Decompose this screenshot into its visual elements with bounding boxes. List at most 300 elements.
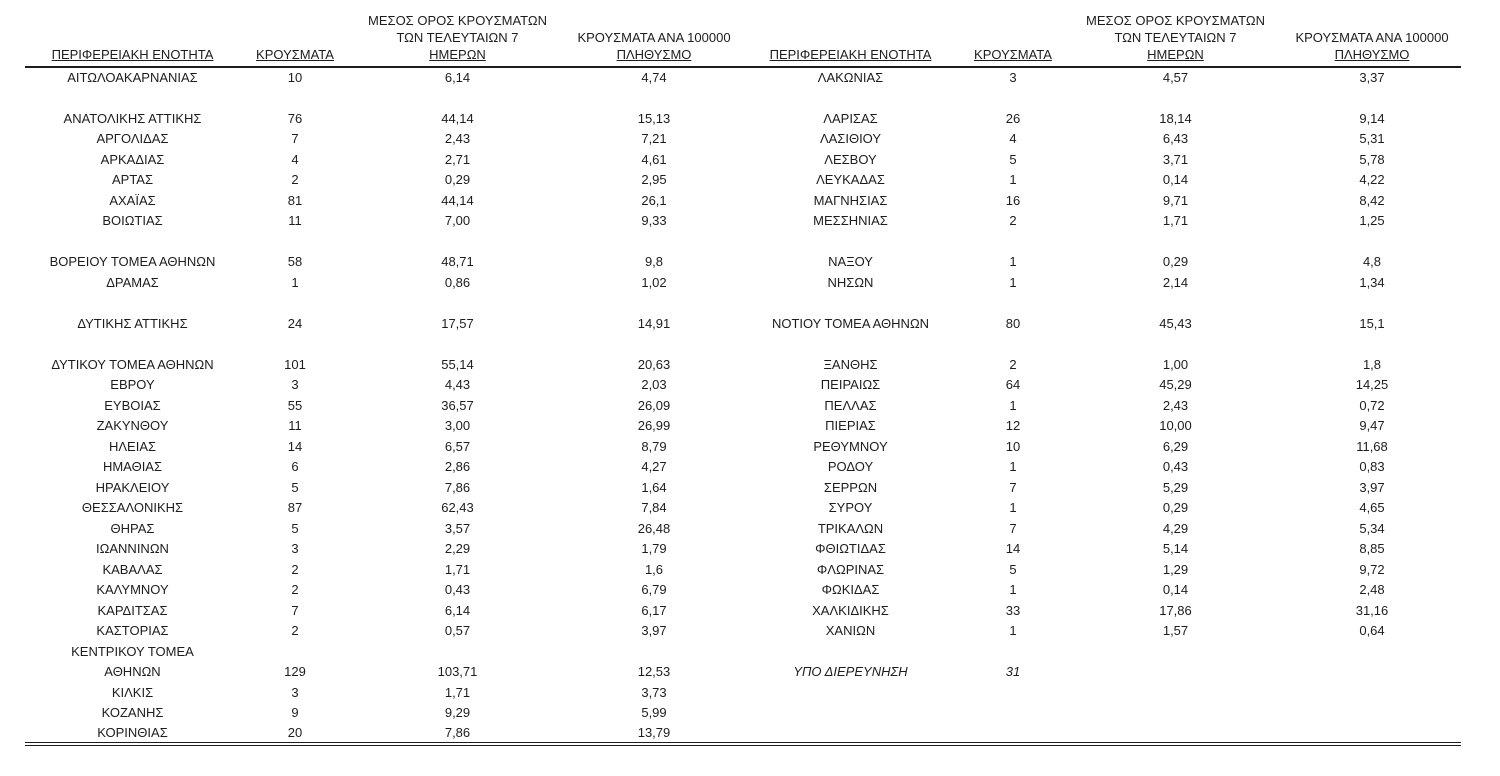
region-name-cell: ΤΡΙΚΑΛΩΝ <box>817 520 884 536</box>
header-cases-label: ΚΡΟΥΣΜΑΤΑ <box>256 47 334 62</box>
cases-cell: 4 <box>1009 131 1017 147</box>
per100k-cell: 20,63 <box>637 356 671 372</box>
table-row <box>25 129 1461 150</box>
avg7-cell: 1,71 <box>444 561 471 577</box>
region-name-cell: ΑΘΗΝΩΝ <box>104 664 161 680</box>
table-row <box>25 723 1461 744</box>
avg7-cell <box>1068 682 1283 703</box>
region-name-cell <box>743 641 958 662</box>
region-name-cell: ΘΕΣΣΑΛΟΝΙΚΗΣ <box>81 500 184 516</box>
cases-cell: 2 <box>1009 213 1017 229</box>
blank-row <box>25 88 1461 109</box>
cases-cell <box>240 334 350 355</box>
cases-cell: 5 <box>291 479 299 495</box>
table-row <box>25 580 1461 601</box>
header-per100k-line1: ΚΡΟΥΣΜΑΤΑ ΑΝΑ 100000 <box>577 30 731 45</box>
cases-cell: 1 <box>1009 500 1017 516</box>
cases-cell: 55 <box>287 397 303 413</box>
cases-cell: 1 <box>1009 172 1017 188</box>
cases-cell <box>958 723 1068 744</box>
region-name-cell: ΔΡΑΜΑΣ <box>106 274 159 290</box>
avg7-cell: 18,14 <box>1159 110 1192 126</box>
cases-cell: 3 <box>291 541 299 557</box>
cases-cell: 2 <box>291 172 299 188</box>
cases-cell: 10 <box>1005 438 1021 454</box>
avg7-cell <box>1068 723 1283 744</box>
region-name-cell: ΚΟΖΑΝΗΣ <box>101 705 164 721</box>
region-name-cell <box>743 334 958 355</box>
header-region-left <box>25 8 240 67</box>
header-region-right <box>743 8 958 67</box>
per100k-cell: 8,42 <box>1359 192 1385 208</box>
per100k-cell: 1,64 <box>641 479 667 495</box>
cases-cell: 5 <box>1009 561 1017 577</box>
avg7-cell <box>350 334 565 355</box>
avg7-cell: 0,43 <box>1162 459 1189 475</box>
region-name-cell: ΚΑΒΑΛΑΣ <box>102 561 163 577</box>
region-name-cell: ΦΛΩΡΙΝΑΣ <box>816 561 885 577</box>
per100k-cell: 9,14 <box>1359 110 1385 126</box>
table-row <box>25 395 1461 416</box>
avg7-cell: 1,00 <box>1162 356 1189 372</box>
per100k-cell: 6,79 <box>641 582 667 598</box>
cases-cell: 24 <box>287 315 303 331</box>
header-avg7-right <box>1068 8 1283 67</box>
avg7-cell <box>1068 293 1283 314</box>
header-per100k-line1: ΚΡΟΥΣΜΑΤΑ ΑΝΑ 100000 <box>1295 30 1449 45</box>
avg7-cell <box>1068 641 1283 662</box>
cases-cell: 7 <box>1009 520 1017 536</box>
avg7-cell: 103,71 <box>437 664 478 680</box>
per100k-cell: 0,72 <box>1359 397 1385 413</box>
region-name-cell: ΔΥΤΙΚΟΥ ΤΟΜΕΑ ΑΘΗΝΩΝ <box>51 356 214 372</box>
per100k-cell: 8,79 <box>641 438 667 454</box>
cases-cell: 9 <box>291 705 299 721</box>
avg7-cell: 62,43 <box>441 500 474 516</box>
cases-cell: 10 <box>287 70 303 86</box>
per100k-cell: 3,97 <box>1359 479 1385 495</box>
cases-cell: 11 <box>288 213 302 229</box>
region-name-cell: ΝΑΞΟΥ <box>828 254 873 270</box>
header-avg7-line3: ΗΜΕΡΩΝ <box>1147 47 1204 62</box>
cases-cell: 1 <box>1009 623 1017 639</box>
cases-cell: 7 <box>291 602 299 618</box>
region-name-cell: ΛΑΣΙΘΙΟΥ <box>819 131 882 147</box>
header-avg7-line2: ΤΩΝ ΤΕΛΕΥΤΑΙΩΝ 7 <box>396 30 519 45</box>
cases-cell: 64 <box>1005 377 1021 393</box>
region-name-cell: ΣΕΡΡΩΝ <box>823 479 878 495</box>
table-row <box>25 416 1461 437</box>
avg7-cell: 0,14 <box>1162 172 1189 188</box>
region-name-cell: ΚΙΛΚΙΣ <box>111 684 154 700</box>
table-row <box>25 313 1461 334</box>
table-row <box>25 559 1461 580</box>
avg7-cell: 4,43 <box>444 377 471 393</box>
table-row <box>25 498 1461 519</box>
avg7-cell: 7,00 <box>444 213 471 229</box>
avg7-cell: 7,86 <box>444 724 471 740</box>
avg7-cell <box>350 88 565 109</box>
region-name-cell: ΑΡΓΟΛΙΔΑΣ <box>96 131 169 147</box>
region-name-cell: ΥΠΟ ΔΙΕΡΕΥΝΗΣΗ <box>793 664 908 680</box>
region-name-cell: ΦΘΙΩΤΙΔΑΣ <box>815 541 886 557</box>
table-row <box>25 149 1461 170</box>
avg7-cell <box>350 231 565 252</box>
region-name-cell: ΛΑΚΩΝΙΑΣ <box>817 70 884 86</box>
cases-cell: 26 <box>1005 110 1021 126</box>
avg7-cell <box>1068 662 1283 683</box>
avg7-cell: 0,14 <box>1162 582 1189 598</box>
per100k-cell: 4,27 <box>641 459 667 475</box>
per100k-cell <box>1283 662 1461 683</box>
avg7-cell: 0,57 <box>444 623 471 639</box>
avg7-cell: 4,57 <box>1162 70 1189 86</box>
header-avg7-line1: ΜΕΣΟΣ ΟΡΟΣ ΚΡΟΥΣΜΑΤΩΝ <box>1086 13 1265 28</box>
per100k-cell: 5,78 <box>1359 151 1385 167</box>
per100k-cell: 5,99 <box>641 705 667 721</box>
region-name-cell <box>743 88 958 109</box>
cases-cell: 1 <box>1009 254 1017 270</box>
avg7-cell: 0,29 <box>1162 500 1189 516</box>
cases-cell <box>240 231 350 252</box>
per100k-cell: 4,8 <box>1362 254 1382 270</box>
region-name-cell: ΑΝΑΤΟΛΙΚΗΣ ΑΤΤΙΚΗΣ <box>63 110 202 126</box>
cases-cell: 16 <box>1005 192 1021 208</box>
avg7-cell: 6,14 <box>444 70 471 86</box>
per100k-cell: 0,83 <box>1359 459 1385 475</box>
region-name-cell: ΚΟΡΙΝΘΙΑΣ <box>97 724 168 740</box>
table-row <box>25 272 1461 293</box>
avg7-cell <box>1068 88 1283 109</box>
cases-cell <box>958 88 1068 109</box>
table-row <box>25 518 1461 539</box>
cases-cell <box>958 682 1068 703</box>
cases-cell: 4 <box>291 151 299 167</box>
table-row <box>25 67 1461 88</box>
cases-cell: 2 <box>291 582 299 598</box>
per100k-cell: 7,84 <box>641 500 667 516</box>
avg7-cell: 6,29 <box>1162 438 1189 454</box>
avg7-cell: 2,43 <box>444 131 471 147</box>
per100k-cell: 12,53 <box>637 664 671 680</box>
avg7-cell: 17,86 <box>1159 602 1192 618</box>
region-name-cell: ΛΕΥΚΑΔΑΣ <box>816 172 885 188</box>
region-name-cell: ΔΥΤΙΚΗΣ ΑΤΤΙΚΗΣ <box>77 315 188 331</box>
cases-cell: 3 <box>1009 70 1017 86</box>
per100k-cell: 1,25 <box>1359 213 1385 229</box>
per100k-cell: 14,25 <box>1355 377 1389 393</box>
region-name-cell: ΧΑΛΚΙΔΙΚΗΣ <box>812 602 889 618</box>
region-name-cell: ΗΛΕΙΑΣ <box>108 438 157 454</box>
table-row-under-investigation <box>25 662 1461 683</box>
header-per100k-line2: ΠΛΗΘΥΣΜΟ <box>1334 47 1410 62</box>
table-row <box>25 477 1461 498</box>
per100k-cell: 1,02 <box>641 274 667 290</box>
per100k-cell: 4,65 <box>1359 500 1385 516</box>
per100k-cell: 1,34 <box>1359 274 1385 290</box>
per100k-cell: 5,34 <box>1359 520 1385 536</box>
avg7-cell: 1,71 <box>444 684 471 700</box>
cases-cell: 3 <box>291 377 299 393</box>
region-name-cell <box>25 334 240 355</box>
avg7-cell: 2,43 <box>1162 397 1189 413</box>
cases-cell: 2 <box>291 561 299 577</box>
avg7-cell: 48,71 <box>441 254 474 270</box>
table-row <box>25 457 1461 478</box>
cases-cell: 58 <box>287 254 303 270</box>
region-name-cell <box>743 703 958 724</box>
per100k-cell: 9,47 <box>1359 418 1385 434</box>
header-region-label: ΠΕΡΙΦΕΡΕΙΑΚΗ ΕΝΟΤΗΤΑ <box>51 47 214 62</box>
header-avg7-line3: ΗΜΕΡΩΝ <box>429 47 486 62</box>
cases-table <box>25 8 1461 746</box>
per100k-cell: 15,13 <box>637 110 671 126</box>
avg7-cell: 1,29 <box>1162 561 1189 577</box>
table-row <box>25 170 1461 191</box>
region-name-cell <box>25 293 240 314</box>
region-name-cell: ΞΑΝΘΗΣ <box>823 356 878 372</box>
per100k-cell <box>1283 293 1461 314</box>
per100k-cell <box>565 641 743 662</box>
table-row <box>25 600 1461 621</box>
avg7-cell <box>350 293 565 314</box>
cases-cell: 1 <box>1009 397 1017 413</box>
avg7-cell: 0,43 <box>444 582 471 598</box>
avg7-cell: 2,86 <box>444 459 471 475</box>
region-name-cell: ΖΑΚΥΝΘΟΥ <box>96 418 169 434</box>
region-name-cell: ΘΗΡΑΣ <box>110 520 155 536</box>
cases-cell: 81 <box>287 192 303 208</box>
avg7-cell: 5,29 <box>1162 479 1189 495</box>
table-row <box>25 703 1461 724</box>
per100k-cell: 13,79 <box>637 724 671 740</box>
header-avg7-line2: ΤΩΝ ΤΕΛΕΥΤΑΙΩΝ 7 <box>1114 30 1237 45</box>
region-name-cell: ΦΩΚΙΔΑΣ <box>821 582 880 598</box>
region-name-cell <box>743 723 958 744</box>
per100k-cell: 3,73 <box>641 684 667 700</box>
cases-cell: 101 <box>284 356 306 372</box>
header-per100k-line2: ΠΛΗΘΥΣΜΟ <box>616 47 692 62</box>
table-row <box>25 682 1461 703</box>
avg7-cell: 2,29 <box>444 541 471 557</box>
table-row <box>25 252 1461 273</box>
region-name-cell: ΜΕΣΣΗΝΙΑΣ <box>813 213 888 229</box>
header-cases-left <box>240 8 350 67</box>
per100k-cell: 2,95 <box>641 172 667 188</box>
cases-cell: 7 <box>1009 479 1017 495</box>
region-name-cell: ΝΟΤΙΟΥ ΤΟΜΕΑ ΑΘΗΝΩΝ <box>771 315 930 331</box>
per100k-cell: 1,6 <box>644 561 664 577</box>
per100k-cell: 26,09 <box>637 397 671 413</box>
header-avg7-left <box>350 8 565 67</box>
region-name-cell: ΕΒΡΟΥ <box>110 377 155 393</box>
region-name-cell <box>25 231 240 252</box>
avg7-cell: 10,00 <box>1159 418 1192 434</box>
region-name-cell: ΒΟΡΕΙΟΥ ΤΟΜΕΑ ΑΘΗΝΩΝ <box>49 254 216 270</box>
per100k-cell: 4,22 <box>1359 172 1385 188</box>
region-name-cell: ΠΙΕΡΙΑΣ <box>825 418 876 434</box>
per100k-cell <box>1283 703 1461 724</box>
cases-cell: 2 <box>291 623 299 639</box>
cases-cell: 2 <box>1009 356 1017 372</box>
cases-cell: 129 <box>284 664 306 680</box>
region-name-cell: ΑΡΚΑΔΙΑΣ <box>100 151 165 167</box>
region-name-cell: ΚΑΣΤΟΡΙΑΣ <box>96 623 169 639</box>
per100k-cell: 3,97 <box>641 623 667 639</box>
per100k-cell <box>1283 231 1461 252</box>
avg7-cell: 44,14 <box>441 110 474 126</box>
header-row <box>25 8 1461 67</box>
region-name-cell: ΛΑΡΙΣΑΣ <box>823 110 878 126</box>
per100k-cell: 1,79 <box>641 541 667 557</box>
header-per100k-right <box>1283 8 1461 67</box>
per100k-cell <box>1283 641 1461 662</box>
avg7-cell: 2,71 <box>444 151 471 167</box>
per100k-cell: 7,21 <box>641 131 667 147</box>
region-name-cell: ΡΕΘΥΜΝΟΥ <box>813 438 888 454</box>
per100k-cell: 6,17 <box>641 602 667 618</box>
table-row <box>25 621 1461 642</box>
cases-cell <box>958 703 1068 724</box>
per100k-cell: 9,33 <box>641 213 667 229</box>
avg7-cell: 36,57 <box>441 397 474 413</box>
per100k-cell: 26,1 <box>641 192 667 208</box>
cases-cell <box>958 334 1068 355</box>
header-region-label: ΠΕΡΙΦΕΡΕΙΑΚΗ ΕΝΟΤΗΤΑ <box>769 47 932 62</box>
region-name-cell: ΠΕΛΛΑΣ <box>824 397 877 413</box>
per100k-cell: 9,8 <box>644 254 664 270</box>
avg7-cell: 45,29 <box>1159 377 1192 393</box>
blank-row <box>25 334 1461 355</box>
cases-cell <box>240 88 350 109</box>
per100k-cell: 8,85 <box>1359 541 1385 557</box>
table-row <box>25 375 1461 396</box>
per100k-cell: 9,72 <box>1359 561 1385 577</box>
cases-cell: 7 <box>291 131 299 147</box>
table-row <box>25 108 1461 129</box>
cases-cell: 20 <box>287 724 303 740</box>
avg7-cell: 3,71 <box>1162 151 1189 167</box>
table-row <box>25 641 1461 662</box>
region-name-cell: ΒΟΙΩΤΙΑΣ <box>102 213 163 229</box>
per100k-cell: 11,68 <box>1356 438 1388 454</box>
cases-cell: 76 <box>287 110 303 126</box>
cases-cell: 12 <box>1005 418 1021 434</box>
table-row <box>25 211 1461 232</box>
region-name-cell <box>743 682 958 703</box>
region-name-cell: ΡΟΔΟΥ <box>827 459 874 475</box>
cases-cell: 5 <box>1009 151 1017 167</box>
avg7-cell <box>1068 334 1283 355</box>
avg7-cell: 6,14 <box>444 602 471 618</box>
table-row <box>25 539 1461 560</box>
table-row <box>25 190 1461 211</box>
avg7-cell: 0,29 <box>1162 254 1189 270</box>
region-name-cell <box>743 293 958 314</box>
region-name-cell: ΠΕΙΡΑΙΩΣ <box>820 377 881 393</box>
per100k-cell <box>565 231 743 252</box>
avg7-cell: 1,71 <box>1162 213 1189 229</box>
cases-cell: 1 <box>1009 582 1017 598</box>
avg7-cell: 44,14 <box>441 192 474 208</box>
avg7-cell: 6,43 <box>1162 131 1189 147</box>
blank-row <box>25 293 1461 314</box>
cases-cell: 14 <box>1005 541 1021 557</box>
cases-cell: 1 <box>1009 274 1017 290</box>
region-name-cell: ΗΜΑΘΙΑΣ <box>102 459 163 475</box>
table-row <box>25 354 1461 375</box>
cases-cell: 11 <box>288 418 302 434</box>
avg7-cell: 17,57 <box>441 315 474 331</box>
avg7-cell: 7,86 <box>444 479 471 495</box>
cases-cell: 33 <box>1005 602 1021 618</box>
cases-cell: 31 <box>1005 664 1021 680</box>
avg7-cell: 0,86 <box>444 274 471 290</box>
cases-cell <box>958 231 1068 252</box>
region-name-cell: ΚΑΛΥΜΝΟΥ <box>96 582 169 598</box>
avg7-cell: 1,57 <box>1162 623 1189 639</box>
table-body <box>25 67 1461 744</box>
avg7-cell: 5,14 <box>1162 541 1189 557</box>
header-avg7-line1: ΜΕΣΟΣ ΟΡΟΣ ΚΡΟΥΣΜΑΤΩΝ <box>368 13 547 28</box>
region-name-cell: ΑΡΤΑΣ <box>111 172 154 188</box>
per100k-cell: 5,31 <box>1359 131 1385 147</box>
per100k-cell: 26,99 <box>637 418 671 434</box>
region-name-cell <box>25 88 240 109</box>
region-name-cell: ΧΑΝΙΩΝ <box>825 623 876 639</box>
per100k-cell: 2,03 <box>641 377 667 393</box>
table-row <box>25 436 1461 457</box>
region-name-cell: ΙΩΑΝΝΙΝΩΝ <box>96 541 169 557</box>
per100k-cell: 15,1 <box>1359 315 1385 331</box>
per100k-cell <box>1283 682 1461 703</box>
region-name-cell: ΜΑΓΝΗΣΙΑΣ <box>813 192 888 208</box>
per100k-cell: 3,37 <box>1359 70 1385 86</box>
cases-cell: 6 <box>291 459 299 475</box>
per100k-cell: 0,64 <box>1359 623 1385 639</box>
per100k-cell <box>1283 88 1461 109</box>
per100k-cell: 4,61 <box>641 151 667 167</box>
avg7-cell: 3,00 <box>444 418 471 434</box>
cases-cell <box>240 293 350 314</box>
region-name-cell: ΚΑΡΔΙΤΣΑΣ <box>97 602 168 618</box>
per100k-cell: 2,48 <box>1359 582 1385 598</box>
avg7-cell: 9,29 <box>444 705 471 721</box>
cases-cell <box>958 293 1068 314</box>
cases-cell: 1 <box>291 274 299 290</box>
blank-row <box>25 231 1461 252</box>
avg7-cell: 45,43 <box>1159 315 1192 331</box>
cases-cell: 87 <box>287 500 303 516</box>
per100k-cell: 31,16 <box>1355 602 1389 618</box>
region-name-cell <box>743 231 958 252</box>
cases-cell: 3 <box>291 684 299 700</box>
region-name-cell: ΝΗΣΩΝ <box>827 274 874 290</box>
avg7-cell: 9,71 <box>1162 192 1189 208</box>
cases-cell <box>240 641 350 662</box>
avg7-cell <box>1068 231 1283 252</box>
avg7-cell <box>1068 703 1283 724</box>
region-name-cell: ΑΧΑΪΑΣ <box>109 192 156 208</box>
cases-cell <box>958 641 1068 662</box>
avg7-cell: 3,57 <box>444 520 471 536</box>
per100k-cell <box>1283 334 1461 355</box>
per100k-cell <box>1283 723 1461 744</box>
region-name-cell: ΚΕΝΤΡΙΚΟΥ ΤΟΜΕΑ <box>71 643 194 659</box>
header-cases-right <box>958 8 1068 67</box>
cases-cell: 14 <box>287 438 303 454</box>
per100k-cell: 14,91 <box>637 315 671 331</box>
